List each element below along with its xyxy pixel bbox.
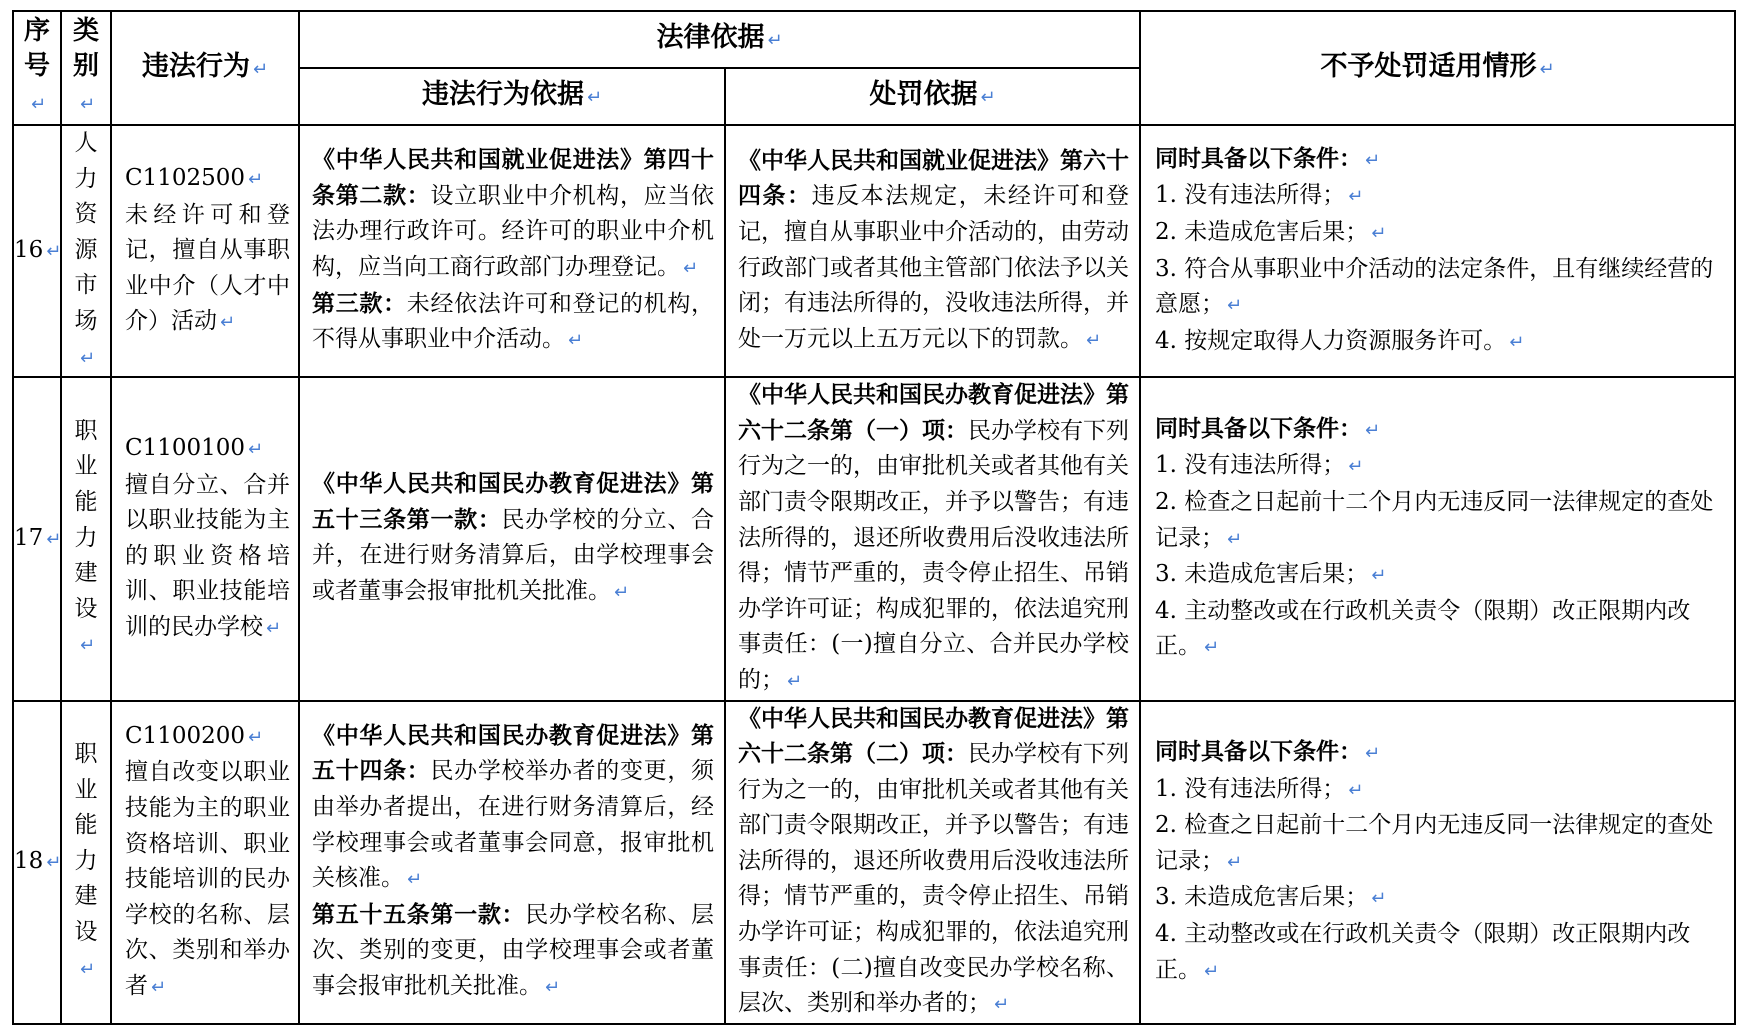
header-seq <box>13 11 61 125</box>
paragraph-mark-icon: ↵ <box>1348 186 1364 208</box>
paragraph-mark-icon: ↵ <box>46 528 62 550</box>
row-penalty-basis <box>725 701 1140 1024</box>
paragraph-mark-icon: ↵ <box>1371 222 1387 244</box>
paragraph-mark-icon: ↵ <box>614 581 630 603</box>
paragraph-mark-icon: ↵ <box>1371 565 1387 587</box>
row-category <box>61 701 111 1024</box>
paragraph: 《中华人民共和国民办教育促进法》第五十四条：民办学校举办者的变更，须由举办者提出，在进行财务清算后，经学校理事会或者董事会同意，报审批机关核准。 ↵ <box>312 722 714 892</box>
paragraph: 4. 主动整改或在行政机关责令（限期）改正限期内改正。 ↵ <box>1155 597 1691 660</box>
paragraph: 《中华人民共和国民办教育促进法》第五十三条第一款：民办学校的分立、合并，在进行财务清算后，由学校理事会或者董事会报审批机关批准。 ↵ <box>312 471 714 604</box>
paragraph: 1. 没有违法所得； ↵ <box>1155 452 1364 479</box>
paragraph-mark-icon: ↵ <box>1086 329 1102 351</box>
paragraph: 《中华人民共和国就业促进法》第四十条第二款：设立职业中介机构，应当依法办理行政许可。经许可的职业中介机构，应当向工商行政部门办理登记。 ↵ <box>312 147 714 281</box>
paragraph-mark-icon: ↵ <box>767 30 783 51</box>
paragraph: 同时具备以下条件： ↵ <box>1155 415 1381 442</box>
paragraph-mark-icon: ↵ <box>151 976 167 998</box>
paragraph-mark-icon: ↵ <box>252 58 269 80</box>
row-no-penalty-conditions <box>1140 377 1735 700</box>
paragraph-mark-icon: ↵ <box>79 635 96 657</box>
violation-code: C1100200 ↵ <box>125 722 264 749</box>
paragraph: 第五十五条第一款：民办学校名称、层次、类别的变更，由学校理事会或者董事会报审批机关批准。 ↵ <box>312 901 714 999</box>
header-category <box>61 11 111 125</box>
header-behavior-basis: 违法行为依据 ↵ <box>299 68 725 125</box>
paragraph-mark-icon: ↵ <box>787 670 803 692</box>
paragraph: 2. 检查之日起前十二个月内无违反同一法律规定的查处记录； ↵ <box>1155 812 1714 874</box>
row-no-penalty-conditions <box>1140 701 1735 1024</box>
row-behavior-basis <box>299 125 725 377</box>
paragraph-mark-icon: ↵ <box>248 169 264 191</box>
paragraph-mark-icon: ↵ <box>545 976 561 998</box>
vertical-text: 人力资源市场↵ <box>74 130 98 369</box>
paragraph-mark-icon: ↵ <box>1227 295 1243 317</box>
paragraph-mark-icon: ↵ <box>1365 743 1381 765</box>
row-number: 18 ↵ <box>13 701 61 1024</box>
regulation-table <box>12 10 1736 1025</box>
paragraph-mark-icon: ↵ <box>46 851 62 873</box>
header-behavior: 违法行为 ↵ <box>111 11 299 125</box>
row-number: 16 ↵ <box>13 125 61 377</box>
table-row <box>13 701 1735 1024</box>
paragraph-mark-icon: ↵ <box>568 330 584 352</box>
row-behavior: C1100100 ↵ 擅自分立、合并以职业技能为主的职业资格培训、职业技能培训的民办学校 ↵ <box>111 377 299 700</box>
paragraph-mark-icon: ↵ <box>266 618 282 640</box>
paragraph-mark-icon: ↵ <box>248 726 264 748</box>
row-category <box>61 377 111 700</box>
paragraph-mark-icon: ↵ <box>586 87 603 108</box>
paragraph-mark-icon: ↵ <box>79 958 96 980</box>
paragraph-mark-icon: ↵ <box>220 312 236 334</box>
paragraph-mark-icon: ↵ <box>994 994 1010 1016</box>
paragraph: 3. 未造成危害后果； ↵ <box>1155 884 1387 911</box>
row-penalty-basis <box>725 125 1140 377</box>
paragraph-mark-icon: ↵ <box>683 258 699 280</box>
paragraph: 4. 主动整改或在行政机关责令（限期）改正限期内改正。 ↵ <box>1155 921 1691 983</box>
paragraph-mark-icon: ↵ <box>46 240 62 262</box>
vertical-text: 职业能力建设↵ <box>74 741 98 980</box>
vertical-text: 类别↵ <box>72 15 99 115</box>
header-legal-basis: 法律依据 ↵ <box>299 11 1140 68</box>
paragraph: 同时具备以下条件： ↵ <box>1155 145 1381 172</box>
paragraph-mark-icon: ↵ <box>407 869 423 891</box>
paragraph-mark-icon: ↵ <box>1227 851 1243 873</box>
paragraph: 1. 没有违法所得； ↵ <box>1155 775 1364 802</box>
paragraph-mark-icon: ↵ <box>980 87 996 108</box>
header-no-penalty: 不予处罚适用情形 ↵ <box>1140 11 1735 125</box>
row-number: 17 ↵ <box>13 377 61 700</box>
paragraph: 3. 符合从事职业中介活动的法定条件，且有继续经营的意愿； ↵ <box>1155 255 1714 318</box>
paragraph-mark-icon: ↵ <box>1348 456 1364 478</box>
paragraph-mark-icon: ↵ <box>248 439 264 461</box>
row-penalty-basis <box>725 377 1140 700</box>
paragraph: 第三款：未经依法许可和登记的机构，不得从事职业中介活动。 ↵ <box>312 290 714 353</box>
paragraph-mark-icon: ↵ <box>1365 149 1381 171</box>
paragraph: 同时具备以下条件： ↵ <box>1155 739 1381 766</box>
row-behavior-basis <box>299 377 725 700</box>
table-row <box>13 125 1735 377</box>
paragraph-mark-icon: ↵ <box>1348 779 1364 801</box>
row-no-penalty-conditions <box>1140 125 1735 377</box>
row-behavior-basis <box>299 701 725 1024</box>
paragraph-mark-icon: ↵ <box>79 93 96 115</box>
row-category <box>61 125 111 377</box>
paragraph: 1. 没有违法所得； ↵ <box>1155 182 1364 209</box>
paragraph-mark-icon: ↵ <box>1204 960 1220 982</box>
row-behavior: C1102500 ↵ 未经许可和登记，擅自从事职业中介（人才中介）活动 ↵ <box>111 125 299 377</box>
paragraph-mark-icon: ↵ <box>79 347 96 369</box>
paragraph: 2. 未造成危害后果； ↵ <box>1155 218 1387 245</box>
row-behavior: C1100200 ↵ 擅自改变以职业技能为主的职业资格培训、职业技能培训的民办学校的名称、层次、类别和举办者 ↵ <box>111 701 299 1024</box>
header-penalty-basis: 处罚依据 ↵ <box>725 68 1140 125</box>
paragraph: 《中华人民共和国民办教育促进法》第六十二条第（二）项：民办学校有下列行为之一的，由审批机关或者其他有关部门责令限期改正，并予以警告；有违法所得的，退还所收费用后没收违法所得；情节严重的，责令停止招生、吊销办学许可证；构成犯罪的，依法追究刑事责任：(二)擅自改变民办学校名称、层次、类别和举办者的； ↵ <box>738 705 1129 1017</box>
paragraph-mark-icon: ↵ <box>1365 419 1381 441</box>
paragraph: 《中华人民共和国就业促进法》第六十四条：违反本法规定，未经许可和登记，擅自从事职业中介活动的，由劳动行政部门或者其他主管部门依法予以关闭；有违法所得的，没收违法所得，并处一万元以上五万元以下的罚款。 ↵ <box>738 147 1130 352</box>
paragraph-mark-icon: ↵ <box>1227 528 1243 550</box>
paragraph: 《中华人民共和国民办教育促进法》第六十二条第（一）项：民办学校有下列行为之一的，由审批机关或者其他有关部门责令限期改正，并予以警告；有违法所得的，退还所收费用后没收违法所得；情节严重的，责令停止招生、吊销办学许可证；构成犯罪的，依法追究刑事责任：(一)擅自分立、合并民办学校的； ↵ <box>738 382 1129 693</box>
violation-code: C1102500 ↵ <box>125 165 264 192</box>
paragraph-mark-icon: ↵ <box>30 93 47 115</box>
paragraph-mark-icon: ↵ <box>1371 888 1387 910</box>
paragraph-mark-icon: ↵ <box>1509 331 1525 353</box>
paragraph-mark-icon: ↵ <box>1539 58 1555 80</box>
paragraph: 3. 未造成危害后果； ↵ <box>1155 561 1387 588</box>
paragraph: 2. 检查之日起前十二个月内无违反同一法律规定的查处记录； ↵ <box>1155 488 1714 551</box>
vertical-text: 职业能力建设↵ <box>74 417 98 657</box>
table-row <box>13 377 1735 700</box>
paragraph: 4. 按规定取得人力资源服务许可。 ↵ <box>1155 327 1525 354</box>
paragraph-mark-icon: ↵ <box>1204 637 1220 659</box>
vertical-text: 序号↵ <box>23 15 50 115</box>
violation-code: C1100100 ↵ <box>125 435 264 462</box>
